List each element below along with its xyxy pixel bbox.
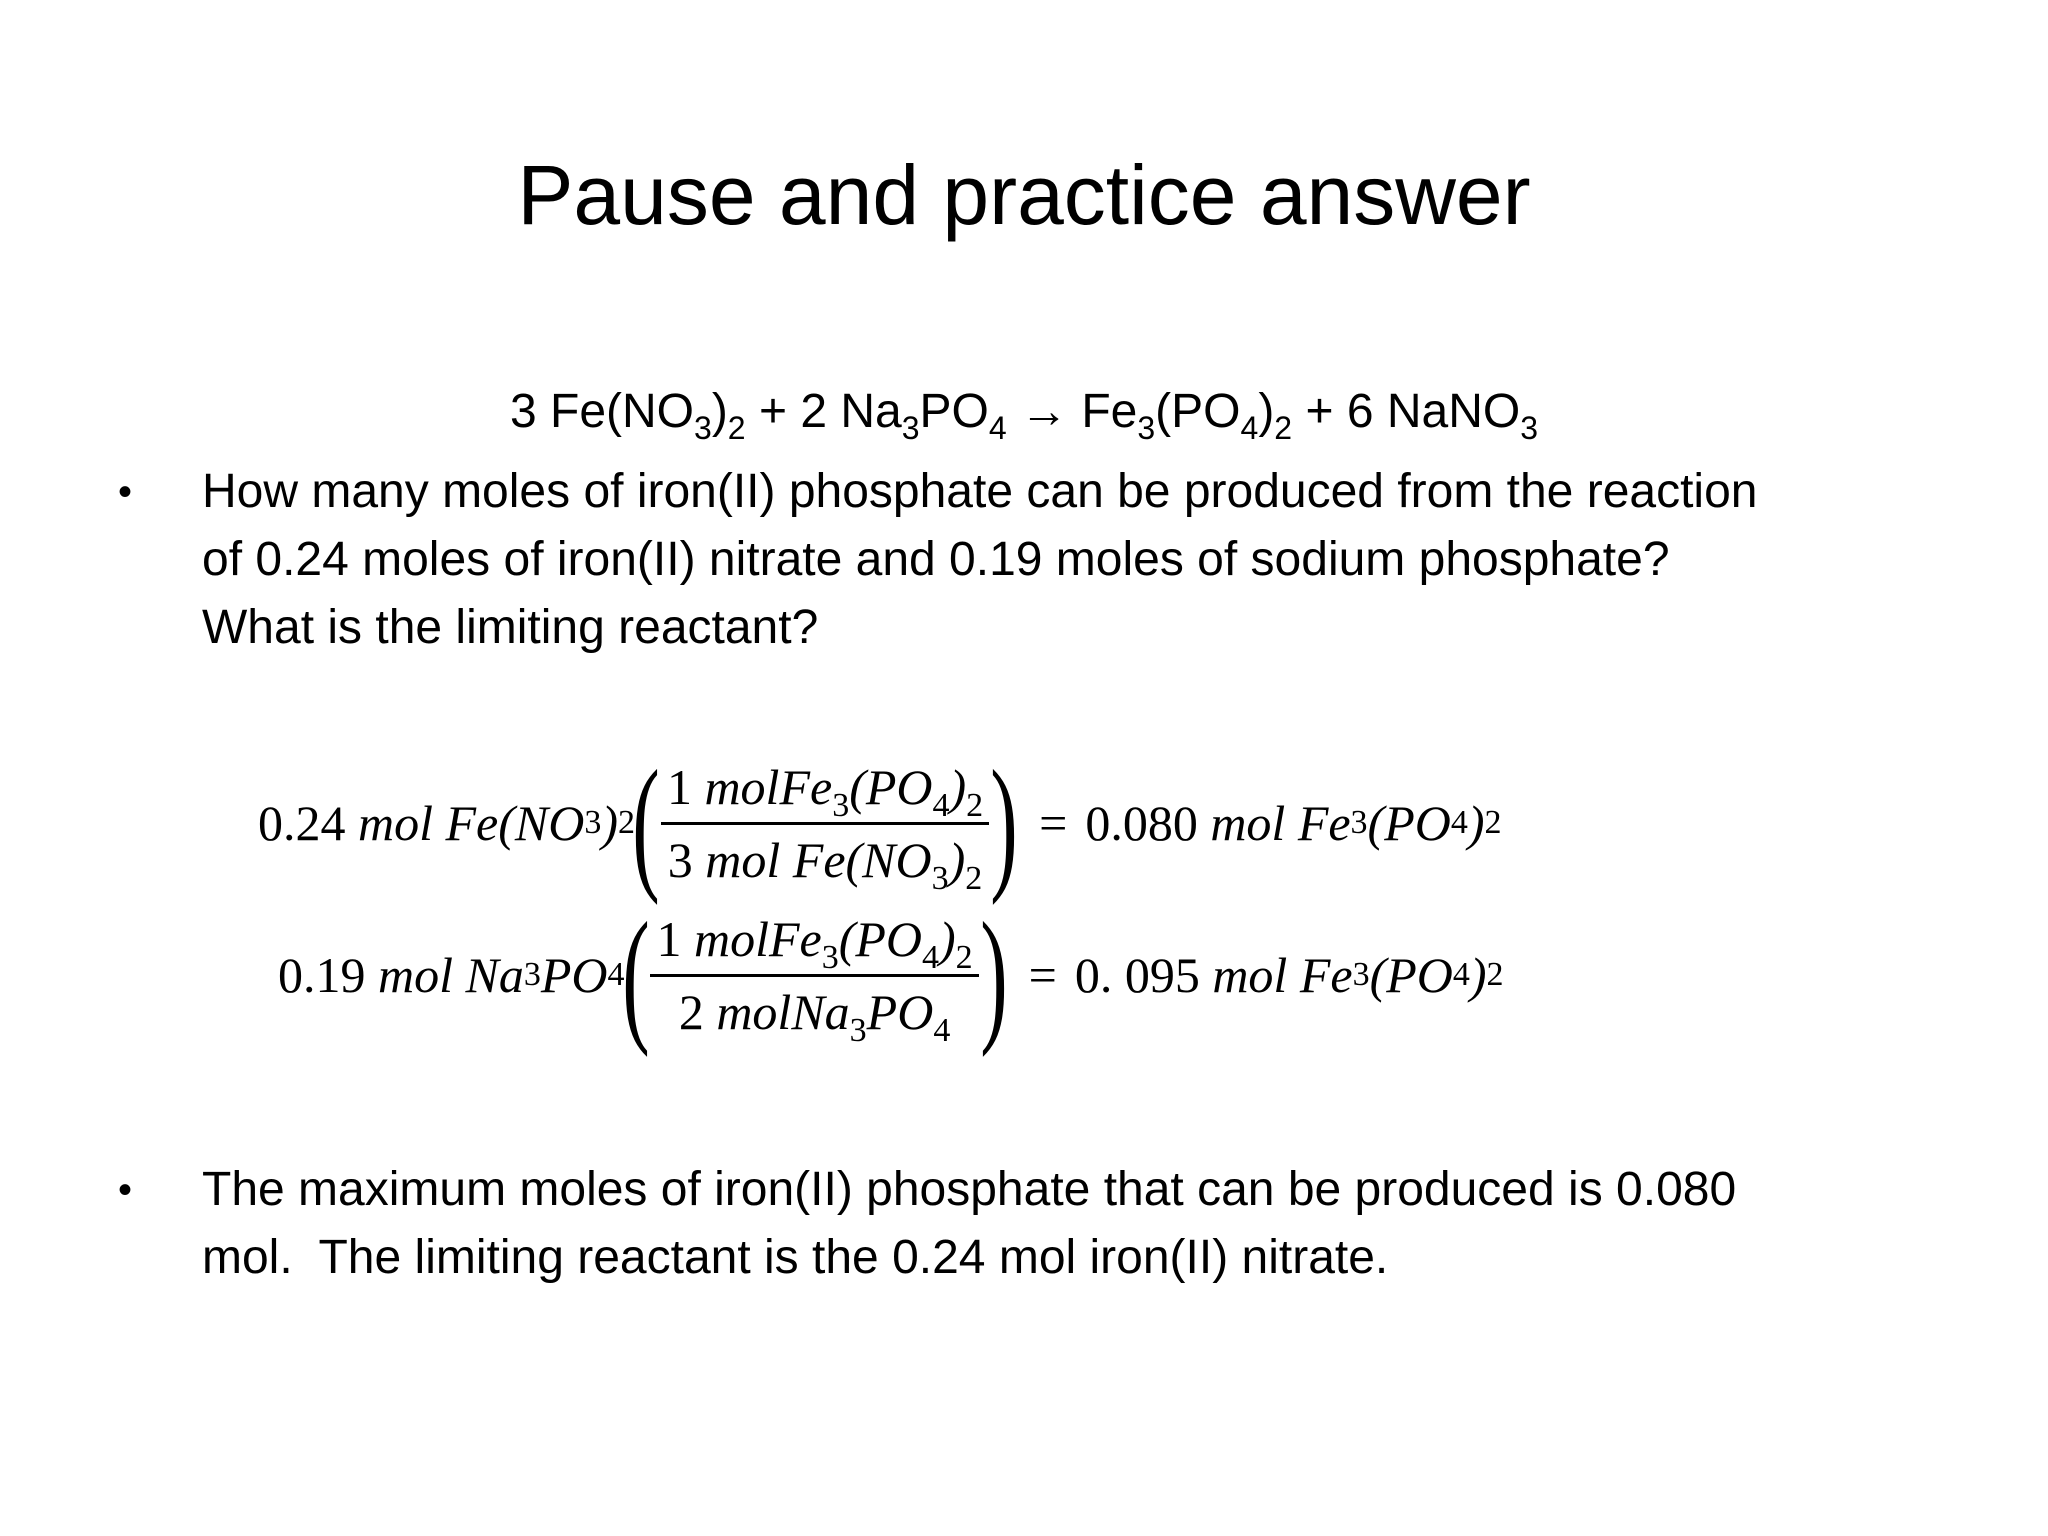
eq-p1c: ) <box>1258 385 1275 438</box>
calc2-unit: PO <box>540 947 608 1003</box>
eq-p1-sub3: 2 <box>1274 410 1293 446</box>
calc2-numerator <box>650 908 978 977</box>
eq-p2-coef: 6 <box>1346 385 1374 438</box>
answer-line: The maximum moles of iron(II) phosphate that can be produced is 0.080 <box>202 1163 1737 1216</box>
calc2-den-sub: 3 <box>849 1011 867 1049</box>
eq-r1-paren: ) <box>711 385 728 438</box>
eq-r2a: Na <box>840 385 902 438</box>
eq-p1b: (PO <box>1155 385 1241 438</box>
calc2-num-sub: 3 <box>821 938 839 976</box>
calc2-res-text: (PO <box>1369 947 1453 1003</box>
calc1-denominator <box>662 825 989 897</box>
calc2-res-text: mol Fe <box>1212 947 1353 1003</box>
calc2-den-text: PO <box>866 983 934 1040</box>
bullet-icon: • <box>118 1168 133 1212</box>
calc2-den-sub: 4 <box>933 1011 951 1049</box>
calc2-res-text: ) <box>1469 947 1487 1003</box>
question-line: of 0.24 moles of iron(II) nitrate and 0.19 moles of sodium phosphate? <box>202 533 1670 586</box>
left-paren: ( <box>621 892 650 1058</box>
slide-title: Pause and practice answer <box>517 148 1531 242</box>
calc2-den-coef: 2 <box>678 983 704 1040</box>
calc1-num-text: molFe <box>704 758 833 815</box>
calc1-res-text: mol Fe <box>1210 795 1351 851</box>
answer-line: mol. The limiting reactant is the 0.24 mol iron(II) nitrate. <box>202 1231 1389 1284</box>
calc1-num-sub: 2 <box>966 786 984 824</box>
calc2-num-text: (PO <box>838 910 923 967</box>
calc1-num-sub: 3 <box>832 786 850 824</box>
calc2-num-sub: 2 <box>955 938 973 976</box>
calc1-den-sub: 3 <box>931 859 949 897</box>
calc2-amount: 0.19 <box>278 947 366 1003</box>
answer-text <box>202 1156 2048 1292</box>
calc2-denominator <box>673 977 957 1049</box>
calculation-iron-nitrate: 0.24 mol Fe(NO 3 ) 2 ( $\frac{1 molFe_3(PO_4)_2}{3 mol Fe(NO_3)_2}$ ) = 0.080 mol Fe 3 (PO 4 ) 2 <box>258 740 1502 906</box>
eq-r2-sub2: 4 <box>988 410 1007 446</box>
calc1-num-text: ) <box>949 758 967 815</box>
eq-r2-sub1: 3 <box>901 410 920 446</box>
bullet-icon: • <box>118 470 133 514</box>
eq-plus1: + <box>758 385 787 438</box>
calc1-unit-paren: ) <box>601 795 618 851</box>
calc1-den-coef: 3 <box>667 831 693 888</box>
eq-p1-sub2: 4 <box>1240 410 1259 446</box>
calc2-num-coef: 1 <box>656 910 682 967</box>
question-text <box>202 458 2048 662</box>
eq-r2-coef: 2 <box>800 385 828 438</box>
calc1-unit: mol Fe(NO <box>358 795 585 851</box>
calc2-equals: = <box>1028 947 1057 1003</box>
right-paren: ) <box>979 892 1008 1058</box>
calc1-den-sub: 2 <box>965 859 983 897</box>
calc2-den-text: molNa <box>716 983 850 1040</box>
eq-plus2: + <box>1305 385 1334 438</box>
calc1-den-text: ) <box>948 831 966 888</box>
calc1-num-text: (PO <box>849 758 933 815</box>
calc1-amount: 0.24 <box>258 795 346 851</box>
eq-p1: Fe <box>1081 385 1138 438</box>
question-line: What is the limiting reactant? <box>202 601 819 654</box>
calc1-den-text: mol Fe(NO <box>705 831 932 888</box>
eq-r2b: PO <box>919 385 989 438</box>
eq-p1-sub1: 3 <box>1137 410 1156 446</box>
eq-r1-coef: 3 <box>509 385 537 438</box>
question-line: How many moles of iron(II) phosphate can be produced from the reaction <box>202 465 1758 518</box>
calc1-result: 0.080 <box>1085 795 1198 851</box>
eq-r1: Fe(NO <box>550 385 695 438</box>
calc1-numerator <box>661 756 989 825</box>
calc1-res-text: ) <box>1467 795 1485 851</box>
calc1-num-sub: 4 <box>932 786 950 824</box>
reaction-arrow-icon: → <box>1020 385 1069 438</box>
calc2-num-text: molFe <box>693 910 822 967</box>
eq-p2-sub: 3 <box>1520 410 1539 446</box>
eq-p2: NaNO <box>1386 385 1521 438</box>
calc2-num-text: ) <box>939 910 956 967</box>
calc1-num-coef: 1 <box>666 758 692 815</box>
calc1-fraction <box>661 756 989 897</box>
calc1-res-text: (PO <box>1367 795 1451 851</box>
calc2-unit: mol Na <box>378 947 524 1003</box>
calc2-num-sub: 4 <box>922 938 940 976</box>
calc2-result: 0. 095 <box>1074 947 1200 1003</box>
eq-r1-sub2: 2 <box>727 410 746 446</box>
right-paren: ) <box>990 740 1018 906</box>
chemical-equation <box>0 380 2048 444</box>
left-paren: ( <box>632 740 660 906</box>
calc1-equals: = <box>1039 795 1068 851</box>
calculation-sodium-phosphate: 0.19 mol Na 3 PO 4 ( $\frac{1 molFe_3(PO_4)_2}{2 molNa_3PO_4}$ ) = 0. 095 mol Fe 3 (PO 4 ) 2 <box>278 892 1504 1058</box>
calc2-fraction <box>650 908 978 1049</box>
eq-r1-sub1: 3 <box>694 410 712 446</box>
